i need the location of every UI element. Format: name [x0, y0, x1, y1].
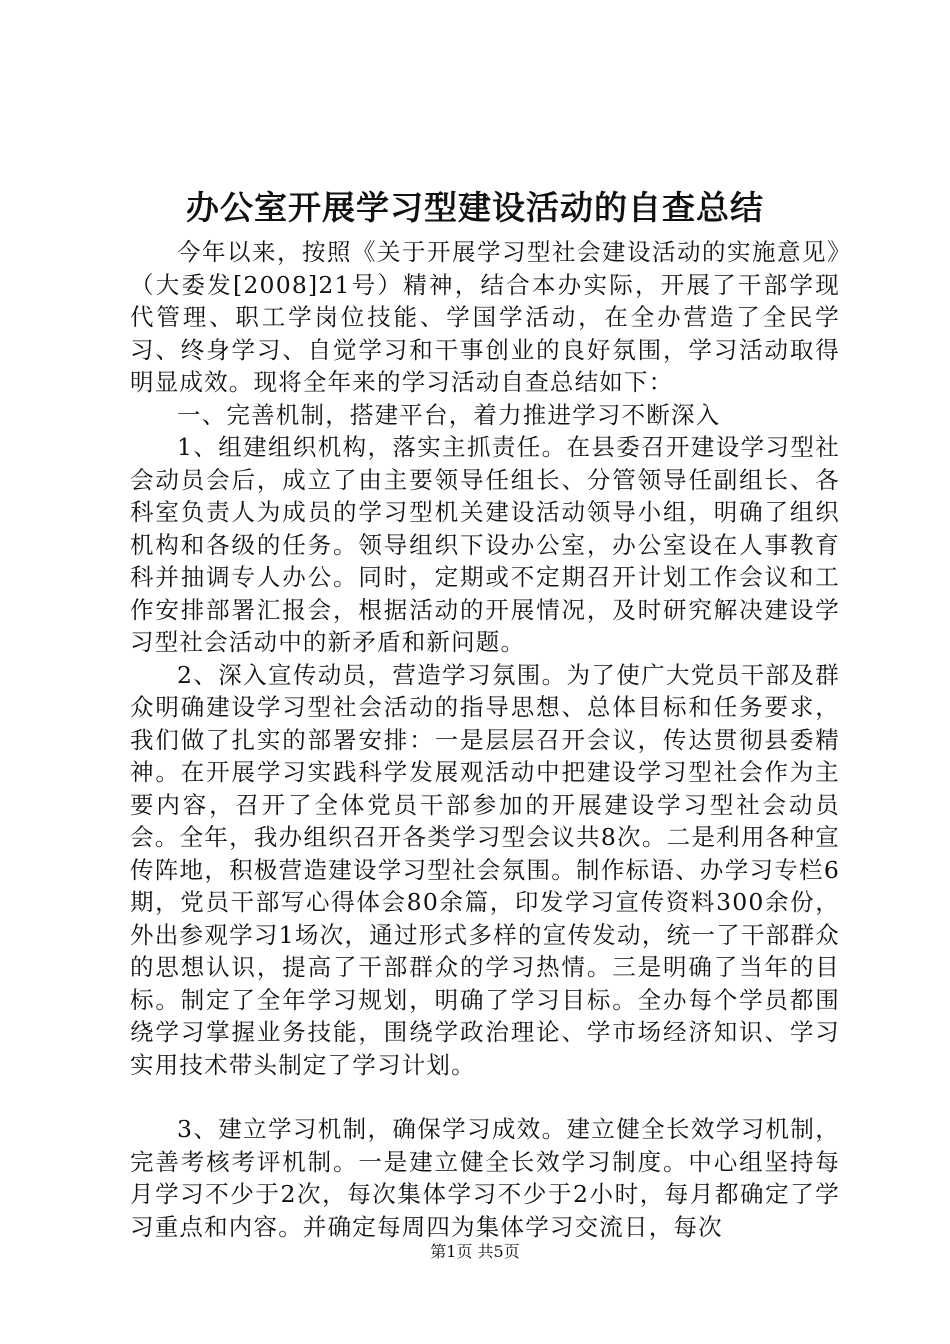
section-heading-1: 一、完善机制，搭建平台，着力推进学习不断深入 [177, 400, 721, 429]
document-body [130, 236, 840, 1243]
paragraph-item-2: 2、深入宣传动员，营造学习氛围。为了使广大党员干部及群众明确建设学习型社会活动的指导思想、总体目标和任务要求，我们做了扎实的部署安排：一是层层召开会议，传达贯彻县委精神。在开展学习实践科学发展观活动中把建设学习型社会作为主要内容，召开了全体党员干部参加的开展建设学习型社会动员会。全年，我办组织召开各类学习型会议共8次。二是利用各种宣传阵地，积极营造建设学习型社会氛围。制作标语、办学习专栏6期，党员干部写心得体会80余篇，印发学习宣传资料300余份，外出参观学习1场次，通过形式多样的宣传发动，统一了干部群众的思想认识，提高了干部群众的学习热情。三是明确了当年的目标。制定了全年学习规划，明确了学习目标。全办每个学员都围绕学习掌握业务技能，围绕学政治理论、学市场经济知识、学习实用技术带头制定了学习计划。 [130, 660, 840, 1079]
paragraph-item-1: 1、组建组织机构，落实主抓责任。在县委召开建设学习型社会动员会后，成立了由主要领导任组长、分管领导任副组长、各科室负责人为成员的学习型机关建设活动领导小组，明确了组织机构和各级的任务。领导组织下设办公室，办公室设在人事教育科并抽调专人办公。同时，定期或不定期召开计划工作会议和工作安排部署汇报会，根据活动的开展情况，及时研究解决建设学习型社会活动中的新矛盾和新问题。 [130, 433, 840, 656]
paragraph-item-3: 3、建立学习机制，确保学习成效。建立健全长效学习机制，完善考核考评机制。一是建立健全长效学习制度。中心组坚持每月学习不少于2次，每次集体学习不少于2小时，每月都确定了学习重点和内容。并确定每周四为集体学习交流日，每次 [130, 1115, 840, 1241]
document-title: 办公室开展学习型建设活动的自查总结 [186, 188, 764, 227]
page-number-footer: 第1页 共5页 [430, 1242, 520, 1261]
paragraph-intro: 今年以来，按照《关于开展学习型社会建设活动的实施意见》（大委发[2008]21号）精神，结合本办实际，开展了干部学现代管理、职工学岗位技能、学国学活动，在全办营造了全民学习、终身学习、自觉学习和干事创业的良好氛围，学习活动取得明显成效。现将全年来的学习活动自查总结如下： [130, 238, 840, 396]
